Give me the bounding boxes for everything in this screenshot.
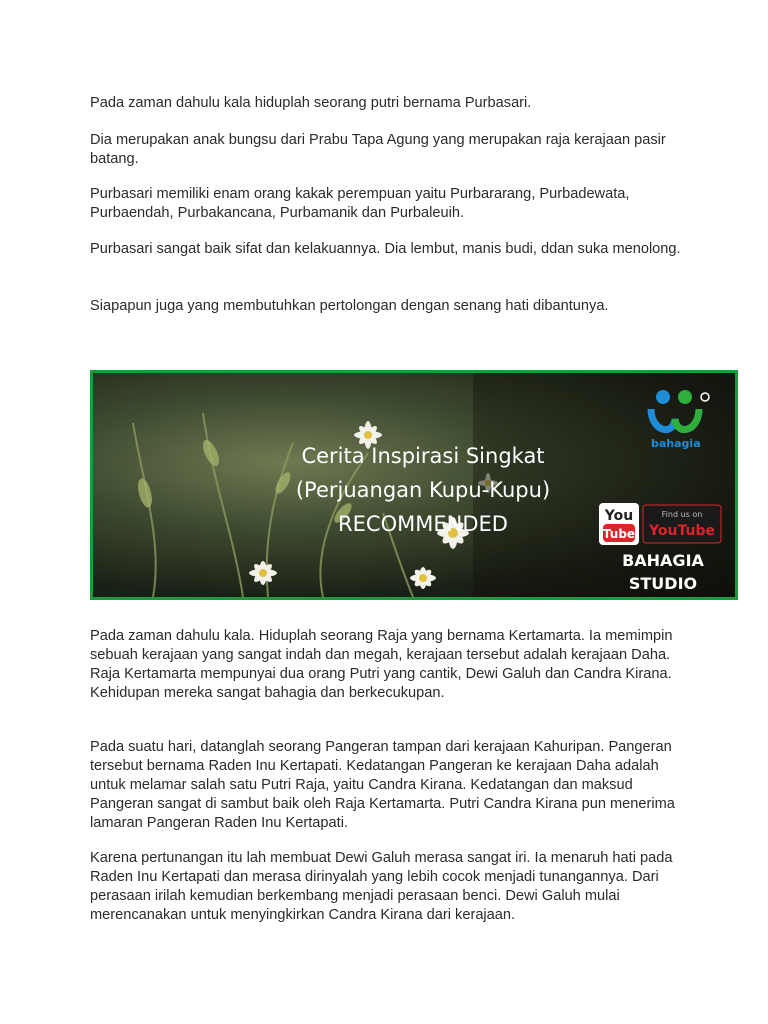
- studio-name-line2: STUDIO: [628, 574, 698, 593]
- paragraph-prabu: Dia merupakan anak bungsu dari Prabu Tapa Agung yang merupakan raja kerajaan pasir batang.: [90, 132, 666, 167]
- paragraph-pangeran: Pada suatu hari, datanglah seorang Pangeran tampan dari kerajaan Kahuripan. Pangeran tersebut bernama Raden Inu Kertapati. Kedatangan Pangeran ke kerajaan Daha adalah untuk melamar salah satu Putri Raja, yaitu Candra Kirana. Kedatangan dan maksud Pangeran sangat di sambut baik oleh Raja Kertamarta. Putri Candra Kirana pun menerima lamaran Pangeran Raden Inu Kertapati.: [90, 739, 675, 831]
- svg-text:Find us on: Find us on: [661, 510, 703, 519]
- video-banner[interactable]: [90, 370, 738, 600]
- paragraph-kertamarta: Pada zaman dahulu kala. Hiduplah seorang Raja yang bernama Kertamarta. Ia memimpin sebuah kerajaan yang sangat indah dan megah, kerajaan tersebut adalah kerajaan Daha. Raja Kertamarta mempunyai dua orang Putri yang cantik, Dewi Galuh dan Candra Kirana. Kehidupan mereka sangat bahagia dan berkecukupan.: [90, 628, 673, 701]
- youtube-badge-icon[interactable]: [599, 503, 723, 545]
- banner-title-line1: Cerita Inspirasi Singkat: [301, 444, 545, 468]
- paragraph-intro: Pada zaman dahulu kala hiduplah seorang putri bernama Purbasari.: [90, 95, 532, 111]
- logo-word: bahagia: [651, 437, 701, 450]
- svg-text:YouTube: YouTube: [649, 523, 715, 539]
- banner-title-line3: RECOMMENDED: [338, 512, 508, 536]
- svg-text:You: You: [604, 508, 634, 524]
- svg-text:Tube: Tube: [602, 527, 636, 541]
- paragraph-helpful: Siapapun juga yang membutuhkan pertolongan dengan senang hati dibantunya.: [90, 298, 609, 314]
- paragraph-sisters: Purbasari memiliki enam orang kakak perempuan yaitu Purbararang, Purbadewata, Purbaendah, Purbakancana, Purbamanik dan Purbaleuih.: [90, 186, 630, 221]
- banner-title-line2: (Perjuangan Kupu-Kupu): [295, 478, 551, 502]
- paragraph-dewi-galuh: Karena pertunangan itu lah membuat Dewi Galuh merasa sangat iri. Ia menaruh hati pada Raden Inu Kertapati dan merasa dirinyalah yang lebih cocok menjadi tunangannya. Dari perasaan irilah kemudian berkembang menjadi perasaan benci. Dewi Galuh mulai merencanakan untuk menyingkirkan Candra Kirana dari kerajaan.: [90, 850, 673, 923]
- studio-name-line1: BAHAGIA: [622, 551, 704, 570]
- paragraph-character: Purbasari sangat baik sifat dan kelakuannya. Dia lembut, manis budi, ddan suka menolong.: [90, 241, 681, 257]
